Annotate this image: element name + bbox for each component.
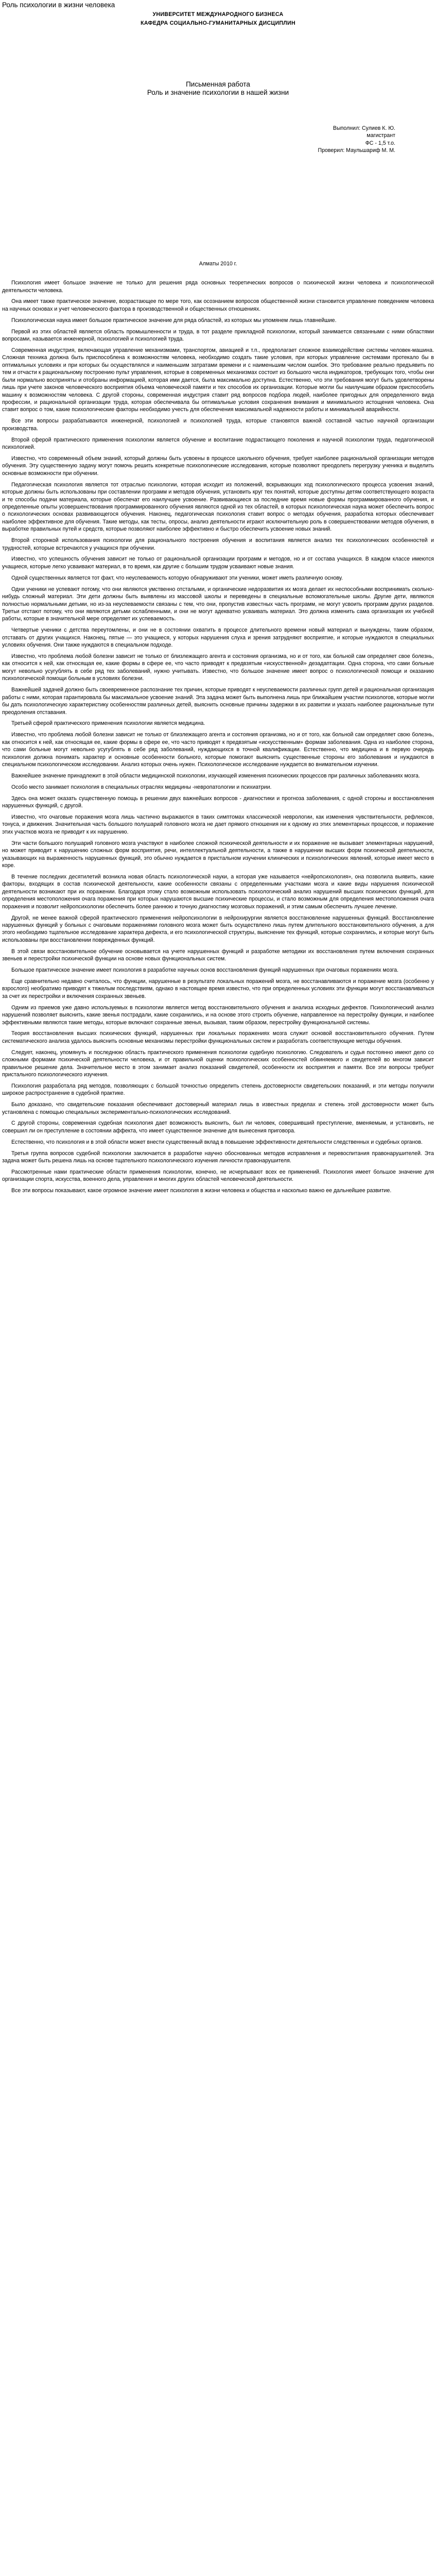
- paragraph: Известно, что современный объем знаний, который должны быть усвоены в процессе школьного обучения, требует наиболее рациональной организации методов обучения. Эту существенную задачу могут помочь решить конкретные психологические исследования, которые позволяют преодолеть перегрузку ученика и выделить основные возможности при обучении.: [2, 455, 434, 477]
- paragraph: Было доказано, что свидетельские показания обеспечивают достоверный материал лишь в известных пределах и степень этой достоверности может быть установлена с помощью специальных экспериментально-психологических исследований.: [2, 1101, 434, 1115]
- paragraph: Первой из этих областей является область промышленности и труда, в тот разделе прикладной психологии, который занимается связанными с ними областями вопросами, называется инженерной, психологией и психологией труда.: [2, 328, 434, 342]
- paragraph: С другой стороны, современная судебная психология дает возможность выяснить, был ли человек, совершивший преступление, вменяемым, и установить, не совершил ли он преступление в состоянии аффекта, что имеет существенное значение для вынесения приговора.: [2, 1120, 434, 1134]
- city-year: Алматы 2010 г.: [199, 260, 237, 267]
- paragraph: Второй сферой практического применения психологии является обучение и воспитание подрастающего поколения и научной психологии труда, педагогической психологией.: [2, 436, 434, 451]
- paragraph: Следует, наконец, упомянуть и последнюю область практического применения психологии судебную психологию. Следователь и судья постоянно имеют дело со сложными формами психической деятельности человека, и от правильной оценки психологических особенностей обвиняемого и свидетелей во многом зависит правильное решение дела. Значительное место в этом занимает анализ показаний свидетелей, особенности их восприятия и памяти. Все эти вопросы требуют пристального психологического изучения.: [2, 1049, 434, 1078]
- paragraph: Педагогическая психология является тот отраслью психологии, которая исходит из положений, вскрывающих ход психологического процесса усвоения знаний, которые должны быть использованы при составлении программ и методов обучения, установить круг тех понятий, которые доступны детям соответствующего возраста и те способы подачи материала, которые обеспечат его наилучшее усвоение. Развивающиеся за последние время новые формы программированного обучения, и определенные опыты усовершенствования программированного обучения являются одной из тех областей, в которых психологическая наука может обеспечить вопрос о психологических основах развивающегося обучения. Наконец, педагогическая психология ставит вопрос о методах обучения, разработка которых обеспечивает наиболее эффективное для обучения. Такие методы, как тесты, опросы, анализ деятельности играют исключительную роль в совершенствовании методов обучения, в выработке правильных путей и средств, которые позволяют наиболее эффективно и быстро обеспечить усвоение новых знаний.: [2, 481, 434, 533]
- paragraph: Четвертые ученики с детства переутомлены, и они не в состоянии охватить в процессе длительного времени новый материал и вынуждены, таким образом, отставать от других учащихся. Наконец, пятые — это учащиеся, у которых нарушения слуха и зрения затрудняют восприятие, и которые нуждаются в специальных условиях обучения. Они также нуждаются в специальном подходе.: [2, 627, 434, 649]
- paragraph: Одни ученики не успевают потому, что они являются умственно отсталыми, и органические недоразвития их мозга делает их неспособными воспринимать скольно-нибудь сложный материал. Эти дети должны быть выявлены из массовой школы и переведены в специальные вспомогательные школы. Другие дети, являются полностью нормальными детьми, но из-за неуспеваемости связаны с тем, что они, пропустив известных часть программ, не могут усвоить программ других разделов. Третьи отстают потому, что они являются детьми ослабленными, и они не могут адекватно усваивать материал. Это должна изменить сама организация их учебной работы, которые в значительной мере определяет их успеваемость.: [2, 586, 434, 622]
- author-group: ФС - 1,5 т.о.: [365, 140, 395, 146]
- paragraph: Одной существенных является тот факт, что неуспеваемость которую обнаруживают эти ученики, может иметь различную основу.: [11, 574, 343, 581]
- paragraph: Третья группа вопросов судебной психологии заключается в разработке научно обоснованных методов исправления и перевоспитания правонарушителей. Эта задача может быть решена лишь на основе тщательного психологического изучения личности правонарушителя.: [2, 1150, 434, 1164]
- paragraph: Второй сторонкой использования психологии для рационального построения обучения и воспитания является анализ тех психологических особенностей и трудностей, которые встречаются у учащихся при обучении.: [2, 537, 434, 551]
- paragraph: Все эти вопросы разрабатываются инженерной, психологией и психологией труда, которые становятся важной составной частью научной организации производства.: [2, 418, 434, 432]
- paragraph: Известно, что проблема любой болезни зависит не только от близлежащего агента и состояния организма, но и от того, как больной сам определяет свое болезнь, как относится к ней, как относящая ее, какие формы в сфере ее, что часто приводят к предвзятым «искусственной» дезадаптации. Одна сторона, что сами больные могут невольно усугублять в себе ряд тех заболеваний, нужно учитывать. Известно, что большое значение имеет вопрос о психологической помощи и оказанию психологической помощи больным в условиях болезни.: [2, 653, 434, 682]
- paragraph: Известно, что проблема любой болезни зависит не только от близлежащего агента и состояния организма, но и от того, как больной сам определяет свою болезнь, как относится к ней, как относящая ее, какие формы в сфере ее, что часто приводят к предвзятым «искусственным» формам заболевания. Одна из наиболее сторона, что сами больные могут невольно усугублять в себе ряд заболеваний, нуждающихся в точной квалификации. Естественно, что медицина и в первую очередь психология должна понимать характер и основные особенности больного, которые помогают выяснить существенные стороны его заболевания и нуждаются в специальном психологическом исследовании. Анализ которых очень нужен. Психологическое исследование нуждается во внимательном изучении.: [2, 732, 434, 768]
- document-body: [2, 279, 434, 1195]
- paragraph: Важнейшей задачей должно быть своевременное распознание тех причин, которые приводят к неуспеваемости различных групп детей и рациональная организация работы с ними, которая гарантировала бы максимальное усвоение знаний. Эта задача может быть выполнена лишь при ближайшем участии психологов, которые могли бы дать психологическую характеристику особенностям различных детей, выяснить основные причины задержки в их развитии и указать наиболее рациональные пути преодоления отставания.: [2, 687, 434, 716]
- paragraph: Известно, что успешность обучения зависит не только от рациональной организации программ и методов, но и от состава учащихся. В каждом классе имеются учащиеся, которые легко усваивают материал, в то время, как другие с большим трудом усваивают новые знания.: [2, 556, 434, 570]
- paragraph: Психологическая наука имеет большое практическое значение для ряда областей, из которых мы упомянем лишь главнейшие.: [11, 317, 337, 324]
- author-status: магистрант: [367, 132, 395, 139]
- author-line: Выполнил: Сулиев К. Ю.: [333, 125, 395, 131]
- paragraph: Все эти вопросы показывают, какое огромное значение имеет психология в жизни человека и общества и насколько важно ее дальнейшее развитие.: [11, 1188, 392, 1194]
- paragraph: Современная индустрия, включающая управление механизмами, транспортом, авиацией и т.п., предполагает сложное взаимодействие системы человек-машина. Сложная техника должна быть приспособлена к возможностям человека, необходимо создать такие условия, при которых управление системами протекало бы в оптимальных условиях и при которых бы осуществлялся и наименьшим затратами времени и с наименьшим числом ошибок. Это требование реально предъявить по тем и отчасти к рациональному построению пульт управления, которые в современных механизмах состоит из большого числа индикаторов, требующих того, чтобы они были нормально восприняты и отобраны информацией, которая ими дается, была максимально доступна. Естественно, что эти требования могут быть удовлетворены лишь при учете законов человеческого восприятия объема человеческой памяти и тех способов их организации. Которые могли бы наилучшим образом приспособить машину к возможностям человека. С другой стороны, современная индустрия ставит ряд вопросов подбора людей, наиболее пригодных для определенного вида профессии, и рациональной организации труда, которая обеспечивала бы оптимальные условия сохранения внимания и минимального истощения человека. Она ставит вопрос о том, какие психологические факторы необходимо учесть для обеспечения максимальной надежности работы и минимальной аварийности.: [2, 347, 434, 413]
- reviewer-line: Проверил: Маульшариф М. М.: [318, 147, 395, 154]
- paragraph: Теория восстановления высших психических функций, нарушенных при локальных поражениях мозга служит основой восстановительного обучения. Путем систематического анализа удалось выяснить основные механизмы перестройки функциональных систем и разработать соответствующие методы обучения.: [2, 1030, 434, 1044]
- paragraph: Другой, не менее важной сферой практического применения нейропсихологии в нейрохирургии является восстановление нарушенных функций. Восстановление нарушенных функций у больных с очаговыми поражениями головного мозга может быть осуществлено лишь путем длительного восстановительного обучения, а для этого необходимо тщательное исследование характера дефекта, и его психологической структуры, выяснение тех функций, которые сохранились, и которые могут быть использованы при восстановлении поврежденных функций.: [2, 914, 434, 943]
- work-title: Роль и значение психологии в нашей жизни: [147, 89, 289, 96]
- paragraph: Особо место занимает психология в специальных отраслях медицины -невропатологии и психиатрии.: [11, 784, 272, 790]
- document-title: Роль психологии в жизни человека: [2, 1, 115, 9]
- paragraph: Важнейшее значение принадлежит в этой области медицинской психологии, изучающей изменения психических процессов при различных заболеваниях мозга.: [11, 772, 420, 779]
- paragraph: Психология имеет большое значение не только для решения ряда основных теоретических вопросов о психической жизни человека и психологической деятельности человека.: [2, 280, 434, 294]
- paragraph: Психология разработала ряд методов, позволяющих с большой точностью определить степень достоверности свидетельских показаний, и эти методы получили широкое распространение в судебной практике.: [2, 1082, 434, 1097]
- paragraph: Третьей сферой практического применения психологии является медицина.: [11, 720, 205, 727]
- paragraph: В этой связи восстановительное обучение основывается на учете нарушенных функций и разработке методики их восстановления путем включения сохранных звеньев и перестройки психической функции на основе новых функциональных систем.: [2, 948, 434, 962]
- university-name: УНИВЕРСИТЕТ МЕЖДУНАРОДНОГО БИЗНЕСА: [152, 11, 284, 18]
- paragraph: Она имеет также практическое значение, возрастающее по мере того, как осознанием вопросов общественной жизни становится управление поведением человека на научных основах и учет человеческого фактора в производственной и общественных отношениях.: [2, 298, 434, 312]
- paragraph: В течение последних десятилетий возникла новая область психологической науки, а которая уже называется «нейропсихология», она позволила выявить, какие факторы, входящих в состав психической деятельности, какие особенности связаны с определенными участками мозга и какие виды нарушения психической деятельности возникают при их поражении. Благодаря этому стало возможным использовать психологический анализ нарушений высших психических функций, для определения местоположения очага поражения при которых нарушаются высшие психические процессы, и стало возможным для определения местоположения очага поражения и позволит нейропсихологии обеспечить более раннюю и точную диагностику мозговых поражений, и этим самым обеспечить лучшее лечение.: [2, 873, 434, 910]
- paragraph: Одним из приемов уже давно используемых в психологии является метод восстановительного обучения и анализа исходных дефектов. Психологический анализ нарушений позволяет выяснить, какие звенья пострадали, какие сохранились, и на основе этого строить обучение, направленное на перестройку функции, и наиболее эффективными являются такие методы, которые включают сохранные звенья, вызывая, таким образом, перестройку функциональной системы.: [2, 1004, 434, 1026]
- paragraph: Естественно, что психология и в этой области может внести существенный вклад в повышение эффективности деятельности следственных и судебных органов.: [11, 1139, 423, 1145]
- paragraph: Еще сравнительно недавно считалось, что функции, нарушенные в результате локальных поражений мозга, не восстанавливаются и поражение мозга (особенно у взрослого) необратимо приводят к тяжелым последствиям, однако в настоящее время известно, что при определенных условиях эти функции могут восстанавливаться за счет их перестройки и включения сохранных звеньев.: [2, 978, 434, 999]
- work-type: Письменная работа: [186, 80, 250, 88]
- paragraph: Эти части большого полушарий головного мозга участвуют в наиболее сложной психической деятельности и их поражение не вызывает элементарных нарушений, но может приводит к нарушению сложных форм восприятия, речи, интеллектуальной деятельности, а также в нарушении высших форм психической деятельности, указывающих на выраженность нарушенных функций, это обычно нуждается в пристальном изучении клинических и психологических явлений, которые имеет место в коре.: [2, 840, 434, 869]
- paragraph: Рассмотренные нами практические области применения психологии, конечно, не исчерпывают всех ее применений. Психология имеет большое значение для организации спорта, искусства, военного дела, управления и многих других областей человеческой деятельности.: [2, 1168, 434, 1183]
- paragraph: Большое практическое значение имеет психология в разработке научных основ восстановления функций нарушенных при очаговых поражениях мозга.: [11, 967, 399, 974]
- paragraph: Здесь она может оказать существенную помощь в решении двух важнейших вопросов - диагностики и прогноза заболевания, с одной стороны и восстановления нарушенных функций, с другой.: [2, 795, 434, 809]
- department-name: КАФЕДРА СОЦИАЛЬНО-ГУМАНИТАРНЫХ ДИСЦИПЛИН: [141, 20, 295, 26]
- author-meta: [2, 125, 395, 155]
- paragraph: Известно, что очаговые поражения мозга лишь частично выражаются в таких симптомах классической неврологии, как изменения чувствительности, рефлексов, тонуса, и движения. Значительная часть большого полушарий головного мозга не дает прямого отношения ни к одному из этих элементарных процессов, и поражение этих участков мозга не приводит к их нарушению.: [2, 814, 434, 835]
- work-title-block: [2, 80, 434, 97]
